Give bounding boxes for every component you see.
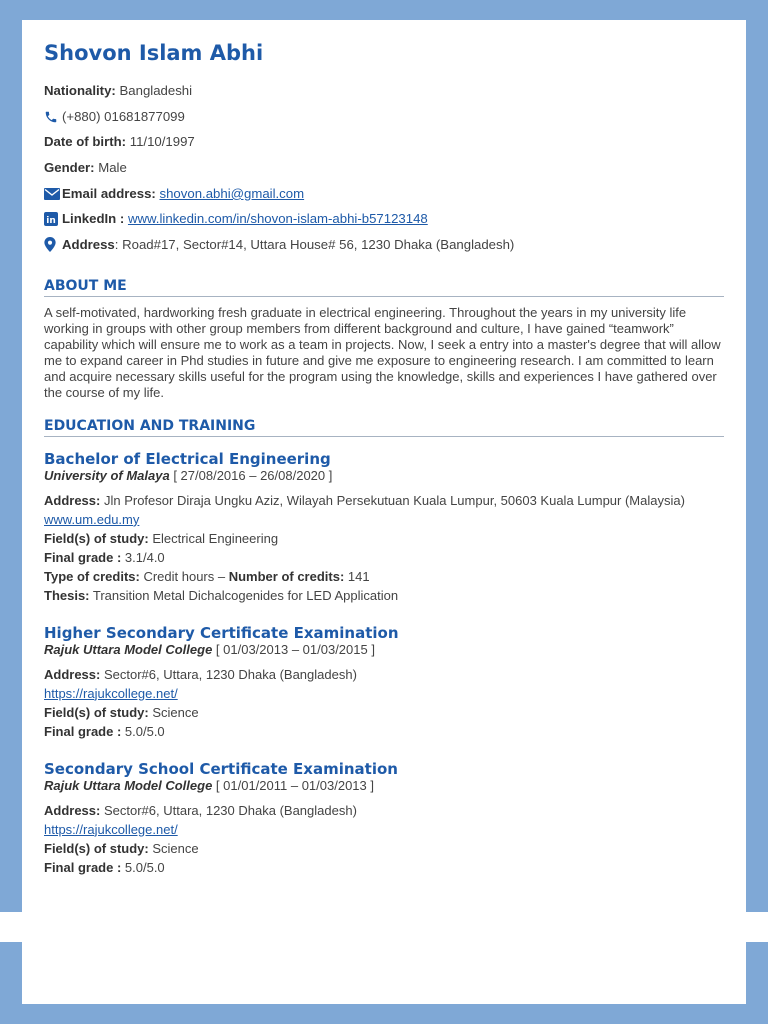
grade-value: 5.0/5.0 [121, 723, 165, 739]
linkedin-label: LinkedIn : [62, 211, 125, 227]
education-entry [44, 760, 724, 877]
envelope-icon [44, 186, 60, 202]
credit-number-value: 141 [344, 568, 370, 584]
grade-line [44, 858, 724, 877]
website-line [44, 820, 724, 839]
address-value: Sector#6, Uttara, 1230 Dhaka (Bangladesh) [100, 666, 357, 682]
thesis-line [44, 586, 724, 605]
next-page-sheet [22, 942, 746, 1004]
address-line [44, 665, 724, 684]
institution-line [44, 468, 724, 484]
location-pin-icon [44, 237, 60, 253]
address-line [44, 801, 724, 820]
field-line [44, 839, 724, 858]
website-link[interactable]: https://rajukcollege.net/ [44, 821, 178, 837]
address-label: Address: [44, 666, 101, 682]
phone-value: (+880) 01681877099 [62, 108, 185, 124]
address-label: Address: [44, 492, 101, 508]
linkedin-row [44, 206, 724, 232]
grade-label: Final grade : [44, 549, 122, 565]
date-range: [ 01/03/2013 – 01/03/2015 ] [212, 641, 375, 657]
date-range: [ 27/08/2016 – 26/08/2020 ] [169, 467, 333, 483]
field-value: Electrical Engineering [148, 530, 279, 546]
education-entry [44, 450, 724, 605]
field-label: Field(s) of study: [44, 704, 149, 720]
cv-content [44, 38, 724, 877]
website-link[interactable]: www.um.edu.my [44, 511, 140, 527]
institution-line [44, 642, 724, 658]
degree-title: Bachelor of Electrical Engineering [44, 449, 331, 468]
phone-icon [44, 109, 60, 125]
address-label: Address: [44, 802, 101, 818]
thesis-label: Thesis: [44, 587, 90, 603]
credits-line [44, 567, 724, 586]
nationality-label: Nationality: [44, 83, 116, 98]
institution-name: Rajuk Uttara Model College [44, 777, 213, 793]
grade-value: 5.0/5.0 [121, 859, 165, 875]
degree-title: Higher Secondary Certificate Examination [44, 623, 399, 642]
website-link[interactable]: https://rajukcollege.net/ [44, 685, 178, 701]
dob-label: Date of birth: [44, 134, 127, 150]
candidate-name: Shovon Islam Abhi [44, 41, 264, 65]
field-label: Field(s) of study: [44, 530, 149, 546]
address-line [44, 491, 724, 510]
grade-value: 3.1/4.0 [121, 549, 165, 565]
linkedin-link[interactable]: www.linkedin.com/in/shovon-islam-abhi-b57123148 [127, 211, 428, 227]
grade-line [44, 548, 724, 567]
nationality-value: Bangladeshi [119, 83, 193, 98]
thesis-value: Transition Metal Dichalcogenides for LED Application [89, 587, 399, 603]
linkedin-icon [44, 211, 60, 227]
svg-text:in: in [46, 216, 56, 227]
about-text: A self-motivated, hardworking fresh graduate in electrical engineering. Throughout the years in my university life working in groups with other group members from different background and culture, I have gained “teamwork” capability which will ensure me to work as a team in projects. Now, I seek a entry into a master's degree that will allow me to expand career in Phd studies in future and give me exposure to engineering research. I am committed to learn and acquire necessary skills useful for the program using the knowledge, skills and experiences I have gathered over the course of my life. [44, 304, 721, 400]
credit-type-value: Credit hours – [139, 568, 229, 584]
address-value: Jln Profesor Diraja Ungku Aziz, Wilayah Persekutuan Kuala Lumpur, 50603 Kuala Lumpur (Malaysia) [100, 492, 685, 508]
institution-name: University of Malaya [44, 467, 170, 483]
phone-row [44, 104, 724, 130]
address-row [44, 232, 724, 258]
education-heading: EDUCATION AND TRAINING [44, 417, 724, 437]
website-line [44, 510, 724, 529]
page-break [0, 912, 768, 942]
gender-value: Male [98, 160, 127, 176]
institution-line [44, 778, 724, 794]
education-entry [44, 624, 724, 741]
degree-title: Secondary School Certificate Examination [44, 759, 398, 778]
page-top-band [22, 0, 746, 20]
address-value: Sector#6, Uttara, 1230 Dhaka (Bangladesh) [100, 802, 357, 818]
field-value: Science [148, 840, 199, 856]
field-line [44, 529, 724, 548]
credit-number-label: Number of credits: [228, 568, 345, 584]
grade-label: Final grade : [44, 723, 122, 739]
dob-value: 11/10/1997 [129, 134, 195, 150]
dob-row [44, 129, 724, 155]
nationality-row [44, 78, 724, 104]
date-range: [ 01/01/2011 – 01/03/2013 ] [212, 777, 374, 793]
gender-label: Gender: [44, 160, 95, 176]
email-label: Email address: [62, 185, 156, 201]
institution-name: Rajuk Uttara Model College [44, 641, 213, 657]
field-line [44, 703, 724, 722]
address-label: Address [62, 237, 115, 253]
email-link[interactable]: shovon.abhi@gmail.com [159, 185, 305, 201]
gender-row [44, 155, 724, 181]
about-heading: ABOUT ME [44, 277, 724, 297]
field-label: Field(s) of study: [44, 840, 149, 856]
email-row [44, 181, 724, 207]
grade-line [44, 722, 724, 741]
website-line [44, 684, 724, 703]
credit-type-label: Type of credits: [44, 568, 140, 584]
field-value: Science [148, 704, 199, 720]
address-value: : Road#17, Sector#14, Uttara House# 56, 1230 Dhaka (Bangladesh) [114, 237, 515, 253]
grade-label: Final grade : [44, 859, 122, 875]
